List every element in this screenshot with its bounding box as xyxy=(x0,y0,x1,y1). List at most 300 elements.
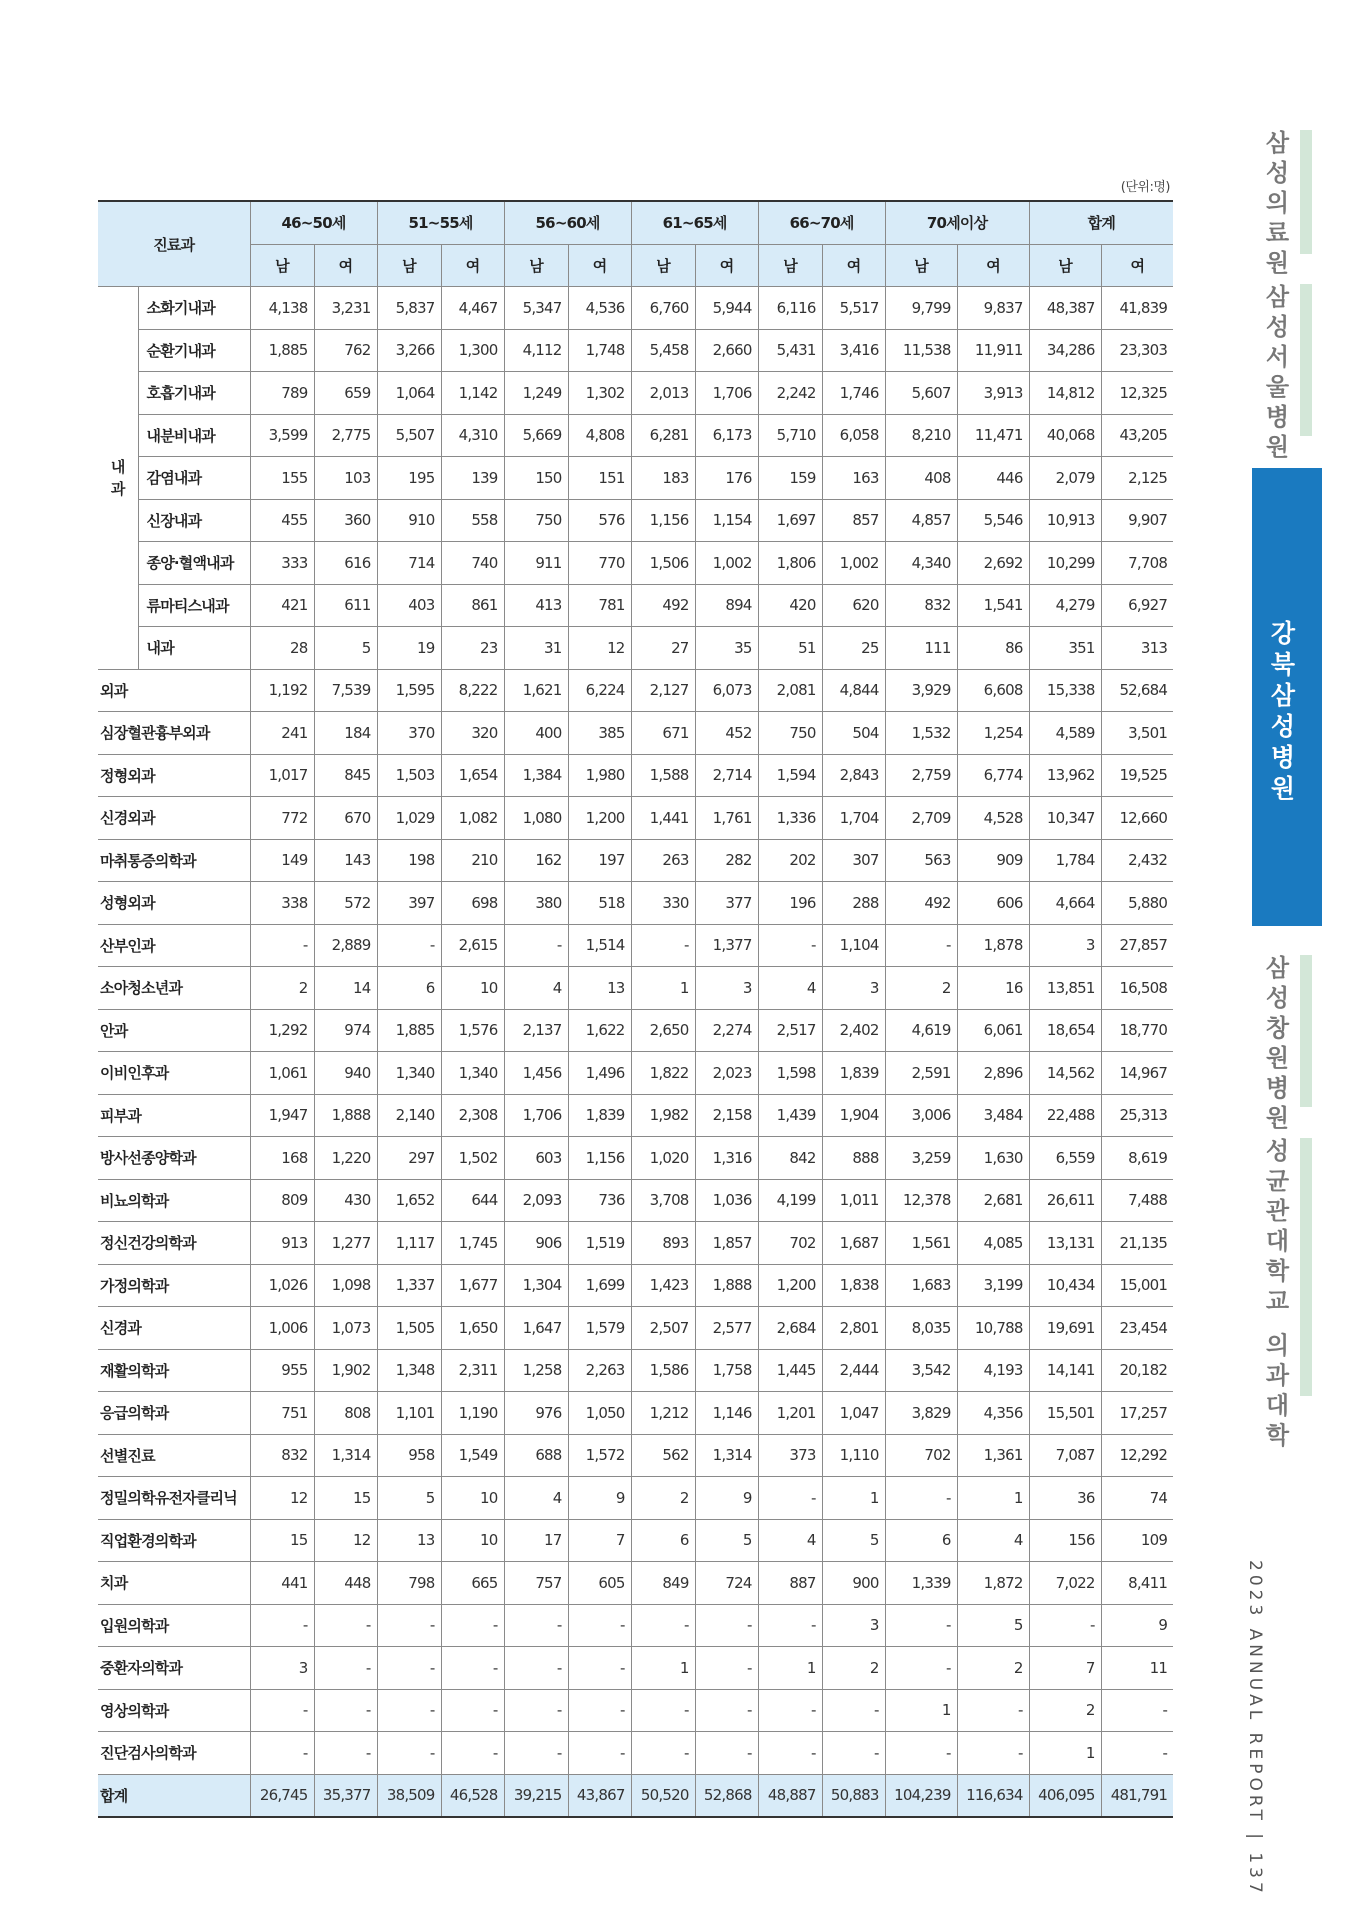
value-cell: 183 xyxy=(631,457,695,500)
dept-name: 신경과 xyxy=(98,1307,250,1350)
value-cell: 1,746 xyxy=(822,372,885,415)
value-cell: 5,347 xyxy=(504,287,568,330)
value-cell: 911 xyxy=(504,542,568,585)
value-cell: 789 xyxy=(250,372,314,415)
value-cell: 13 xyxy=(568,967,631,1010)
side-tab-label: 삼성의료원 xyxy=(1261,130,1289,280)
value-cell: 1 xyxy=(631,1647,695,1690)
value-cell: 7,539 xyxy=(314,669,377,712)
value-cell: 849 xyxy=(631,1562,695,1605)
annual-report-footer: 2023 ANNUAL REPORT | 137 xyxy=(1245,1560,1265,1897)
value-cell: 17,257 xyxy=(1101,1392,1173,1435)
value-cell: 1,337 xyxy=(377,1264,441,1307)
value-cell: 1,316 xyxy=(695,1137,758,1180)
value-cell: - xyxy=(568,1689,631,1732)
value-cell: 6,774 xyxy=(957,754,1029,797)
value-cell: 421 xyxy=(250,584,314,627)
value-cell: 1 xyxy=(957,1477,1029,1520)
value-cell: 3,266 xyxy=(377,329,441,372)
value-cell: 41,839 xyxy=(1101,287,1173,330)
age-group-header: 56~60세 xyxy=(504,201,631,244)
value-cell: 688 xyxy=(504,1434,568,1477)
value-cell: 1,758 xyxy=(695,1349,758,1392)
side-tab-label: 성균관대학교 의과대학 xyxy=(1261,1138,1289,1453)
dept-name: 호흡기내과 xyxy=(138,372,250,415)
value-cell: 492 xyxy=(631,584,695,627)
value-cell: 893 xyxy=(631,1222,695,1265)
value-cell: 1,857 xyxy=(695,1222,758,1265)
value-cell: 2 xyxy=(250,967,314,1010)
value-cell: 562 xyxy=(631,1434,695,1477)
value-cell: 288 xyxy=(822,882,885,925)
male-header: 남 xyxy=(250,244,314,287)
value-cell: 1,878 xyxy=(957,924,1029,967)
value-cell: 2,242 xyxy=(758,372,822,415)
value-cell: 1,258 xyxy=(504,1349,568,1392)
value-cell: - xyxy=(957,1732,1029,1775)
female-header: 여 xyxy=(441,244,504,287)
value-cell: 5,546 xyxy=(957,499,1029,542)
dept-name: 성형외과 xyxy=(98,882,250,925)
value-cell: 1,002 xyxy=(695,542,758,585)
value-cell: 10 xyxy=(441,1519,504,1562)
value-cell: 3 xyxy=(822,967,885,1010)
value-cell: 1,061 xyxy=(250,1052,314,1095)
value-cell: - xyxy=(885,1732,957,1775)
dept-name: 정형외과 xyxy=(98,754,250,797)
value-cell: 1,073 xyxy=(314,1307,377,1350)
value-cell: 2,079 xyxy=(1029,457,1101,500)
value-cell: - xyxy=(631,1604,695,1647)
dept-name: 선별진료 xyxy=(98,1434,250,1477)
value-cell: 1,503 xyxy=(377,754,441,797)
value-cell: 2,692 xyxy=(957,542,1029,585)
value-cell: 1,104 xyxy=(822,924,885,967)
value-cell: 10,347 xyxy=(1029,797,1101,840)
table-row xyxy=(98,797,1173,840)
value-cell: 4 xyxy=(957,1519,1029,1562)
value-cell: 149 xyxy=(250,839,314,882)
dept-name: 진단검사의학과 xyxy=(98,1732,250,1775)
value-cell: 8,035 xyxy=(885,1307,957,1350)
table-row xyxy=(98,669,1173,712)
value-cell: 2,684 xyxy=(758,1307,822,1350)
value-cell: 1,838 xyxy=(822,1264,885,1307)
value-cell: 3,542 xyxy=(885,1349,957,1392)
value-cell: 958 xyxy=(377,1434,441,1477)
value-cell: 2,650 xyxy=(631,1009,695,1052)
value-cell: 6,061 xyxy=(957,1009,1029,1052)
value-cell: 1,361 xyxy=(957,1434,1029,1477)
value-cell: 1,505 xyxy=(377,1307,441,1350)
value-cell: 563 xyxy=(885,839,957,882)
dept-header: 진료과 xyxy=(98,201,250,287)
value-cell: 1,277 xyxy=(314,1222,377,1265)
table-row xyxy=(98,1349,1173,1392)
value-cell: 184 xyxy=(314,712,377,755)
value-cell: 1,697 xyxy=(758,499,822,542)
value-cell: - xyxy=(695,1689,758,1732)
value-cell: 1 xyxy=(822,1477,885,1520)
value-cell: 1,254 xyxy=(957,712,1029,755)
dept-name: 소화기내과 xyxy=(138,287,250,330)
value-cell: 2,402 xyxy=(822,1009,885,1052)
value-cell: 198 xyxy=(377,839,441,882)
dept-name: 정밀의학유전자클리닉 xyxy=(98,1477,250,1520)
value-cell: 2,843 xyxy=(822,754,885,797)
value-cell: 6,608 xyxy=(957,669,1029,712)
value-cell: - xyxy=(441,1647,504,1690)
value-cell: 2,759 xyxy=(885,754,957,797)
value-cell: 1,314 xyxy=(314,1434,377,1477)
total-value-cell: 39,215 xyxy=(504,1774,568,1817)
value-cell: 1,002 xyxy=(822,542,885,585)
value-cell: 320 xyxy=(441,712,504,755)
value-cell: 1,082 xyxy=(441,797,504,840)
male-header: 남 xyxy=(504,244,568,287)
dept-name: 외과 xyxy=(98,669,250,712)
value-cell: 2,577 xyxy=(695,1307,758,1350)
female-header: 여 xyxy=(568,244,631,287)
value-cell: 894 xyxy=(695,584,758,627)
value-cell: 1,439 xyxy=(758,1094,822,1137)
value-cell: 3,484 xyxy=(957,1094,1029,1137)
value-cell: 4 xyxy=(758,1519,822,1562)
value-cell: 1,576 xyxy=(441,1009,504,1052)
value-cell: 1,561 xyxy=(885,1222,957,1265)
value-cell: 26,611 xyxy=(1029,1179,1101,1222)
value-cell: - xyxy=(250,1689,314,1732)
male-header: 남 xyxy=(631,244,695,287)
value-cell: 572 xyxy=(314,882,377,925)
value-cell: - xyxy=(885,1647,957,1690)
value-cell: 13,962 xyxy=(1029,754,1101,797)
value-cell: - xyxy=(568,1604,631,1647)
value-cell: 446 xyxy=(957,457,1029,500)
value-cell: 20,182 xyxy=(1101,1349,1173,1392)
age-group-header: 51~55세 xyxy=(377,201,504,244)
value-cell: 4,528 xyxy=(957,797,1029,840)
value-cell: 4,857 xyxy=(885,499,957,542)
dept-name: 류마티스내과 xyxy=(138,584,250,627)
value-cell: 1,117 xyxy=(377,1222,441,1265)
value-cell: - xyxy=(631,924,695,967)
value-cell: - xyxy=(568,1647,631,1690)
value-cell: - xyxy=(250,1604,314,1647)
value-cell: 1,839 xyxy=(822,1052,885,1095)
value-cell: 2,013 xyxy=(631,372,695,415)
table-row xyxy=(98,414,1173,457)
value-cell: 4 xyxy=(758,967,822,1010)
value-cell: 2,308 xyxy=(441,1094,504,1137)
value-cell: 4,664 xyxy=(1029,882,1101,925)
value-cell: 139 xyxy=(441,457,504,500)
value-cell: 2,709 xyxy=(885,797,957,840)
value-cell: 11,911 xyxy=(957,329,1029,372)
value-cell: 3 xyxy=(695,967,758,1010)
value-cell: 887 xyxy=(758,1562,822,1605)
total-value-cell: 50,520 xyxy=(631,1774,695,1817)
value-cell: - xyxy=(377,1732,441,1775)
dept-name: 영상의학과 xyxy=(98,1689,250,1732)
value-cell: 360 xyxy=(314,499,377,542)
value-cell: 762 xyxy=(314,329,377,372)
value-cell: 13 xyxy=(377,1519,441,1562)
table-row xyxy=(98,1604,1173,1647)
value-cell: 1,445 xyxy=(758,1349,822,1392)
value-cell: 1 xyxy=(1029,1732,1101,1775)
value-cell: - xyxy=(377,1604,441,1647)
value-cell: 606 xyxy=(957,882,1029,925)
value-cell: 1,980 xyxy=(568,754,631,797)
female-header: 여 xyxy=(957,244,1029,287)
value-cell: 403 xyxy=(377,584,441,627)
value-cell: 3,006 xyxy=(885,1094,957,1137)
female-header: 여 xyxy=(1101,244,1173,287)
value-cell: 10 xyxy=(441,967,504,1010)
value-cell: 2 xyxy=(631,1477,695,1520)
value-cell: 413 xyxy=(504,584,568,627)
value-cell: 4,112 xyxy=(504,329,568,372)
value-cell: 492 xyxy=(885,882,957,925)
value-cell: 751 xyxy=(250,1392,314,1435)
value-cell: 1,704 xyxy=(822,797,885,840)
value-cell: 25,313 xyxy=(1101,1094,1173,1137)
value-cell: 620 xyxy=(822,584,885,627)
value-cell: 7 xyxy=(568,1519,631,1562)
value-cell: 1,572 xyxy=(568,1434,631,1477)
table-row xyxy=(98,1477,1173,1520)
value-cell: 448 xyxy=(314,1562,377,1605)
value-cell: 2 xyxy=(1029,1689,1101,1732)
value-cell: 48,387 xyxy=(1029,287,1101,330)
value-cell: 13,851 xyxy=(1029,967,1101,1010)
value-cell: 1,888 xyxy=(695,1264,758,1307)
value-cell: - xyxy=(758,1604,822,1647)
value-cell: 8,222 xyxy=(441,669,504,712)
dept-name: 이비인후과 xyxy=(98,1052,250,1095)
value-cell: - xyxy=(885,1604,957,1647)
value-cell: 109 xyxy=(1101,1519,1173,1562)
value-cell: 12,325 xyxy=(1101,372,1173,415)
value-cell: 842 xyxy=(758,1137,822,1180)
total-value-cell: 38,509 xyxy=(377,1774,441,1817)
value-cell: 714 xyxy=(377,542,441,585)
value-cell: 4,536 xyxy=(568,287,631,330)
value-cell: - xyxy=(314,1732,377,1775)
value-cell: 770 xyxy=(568,542,631,585)
value-cell: 7,488 xyxy=(1101,1179,1173,1222)
value-cell: - xyxy=(504,1604,568,1647)
male-header: 남 xyxy=(758,244,822,287)
value-cell: 2,023 xyxy=(695,1052,758,1095)
value-cell: - xyxy=(314,1604,377,1647)
value-cell: 1,220 xyxy=(314,1137,377,1180)
value-cell: 21,135 xyxy=(1101,1222,1173,1265)
value-cell: 9,799 xyxy=(885,287,957,330)
value-cell: 1,302 xyxy=(568,372,631,415)
value-cell: 40,068 xyxy=(1029,414,1101,457)
value-cell: 2,591 xyxy=(885,1052,957,1095)
value-cell: 1,348 xyxy=(377,1349,441,1392)
value-cell: - xyxy=(250,924,314,967)
total-header: 합계 xyxy=(1029,201,1173,244)
value-cell: - xyxy=(504,1689,568,1732)
value-cell: 857 xyxy=(822,499,885,542)
side-tab-label: 삼성창원병원 xyxy=(1261,955,1289,1135)
value-cell: 150 xyxy=(504,457,568,500)
value-cell: 27,857 xyxy=(1101,924,1173,967)
value-cell: 2,263 xyxy=(568,1349,631,1392)
value-cell: 1,594 xyxy=(758,754,822,797)
value-cell: - xyxy=(504,1647,568,1690)
value-cell: 740 xyxy=(441,542,504,585)
value-cell: 15 xyxy=(314,1477,377,1520)
value-cell: - xyxy=(631,1689,695,1732)
value-cell: 1,683 xyxy=(885,1264,957,1307)
value-cell: - xyxy=(441,1689,504,1732)
value-cell: 9,837 xyxy=(957,287,1029,330)
total-value-cell: 43,867 xyxy=(568,1774,631,1817)
total-row xyxy=(98,1774,1173,1817)
value-cell: 455 xyxy=(250,499,314,542)
value-cell: - xyxy=(695,1647,758,1690)
value-cell: 1 xyxy=(885,1689,957,1732)
value-cell: 1,541 xyxy=(957,584,1029,627)
value-cell: 4,279 xyxy=(1029,584,1101,627)
value-cell: 4,193 xyxy=(957,1349,1029,1392)
value-cell: 5,607 xyxy=(885,372,957,415)
value-cell: 197 xyxy=(568,839,631,882)
total-value-cell: 481,791 xyxy=(1101,1774,1173,1817)
female-header: 여 xyxy=(695,244,758,287)
value-cell: 1,201 xyxy=(758,1392,822,1435)
value-cell: 1,595 xyxy=(377,669,441,712)
value-cell: 736 xyxy=(568,1179,631,1222)
value-cell: 351 xyxy=(1029,627,1101,670)
dept-name: 응급의학과 xyxy=(98,1392,250,1435)
value-cell: - xyxy=(441,1732,504,1775)
value-cell: 10,913 xyxy=(1029,499,1101,542)
value-cell: 611 xyxy=(314,584,377,627)
value-cell: 9,907 xyxy=(1101,499,1173,542)
value-cell: 4,340 xyxy=(885,542,957,585)
value-cell: 43,205 xyxy=(1101,414,1173,457)
value-cell: 19 xyxy=(377,627,441,670)
value-cell: 4 xyxy=(504,967,568,1010)
table-row xyxy=(98,372,1173,415)
value-cell: 2,081 xyxy=(758,669,822,712)
value-cell: 940 xyxy=(314,1052,377,1095)
value-cell: 671 xyxy=(631,712,695,755)
value-cell: 1,340 xyxy=(441,1052,504,1095)
value-cell: 19,691 xyxy=(1029,1307,1101,1350)
value-cell: 12,660 xyxy=(1101,797,1173,840)
value-cell: 1,292 xyxy=(250,1009,314,1052)
value-cell: 377 xyxy=(695,882,758,925)
value-cell: 373 xyxy=(758,1434,822,1477)
value-cell: 2,889 xyxy=(314,924,377,967)
value-cell: 665 xyxy=(441,1562,504,1605)
value-cell: 757 xyxy=(504,1562,568,1605)
dept-name: 비뇨의학과 xyxy=(98,1179,250,1222)
value-cell: 1,598 xyxy=(758,1052,822,1095)
value-cell: 1,706 xyxy=(504,1094,568,1137)
value-cell: 900 xyxy=(822,1562,885,1605)
dept-name: 신경외과 xyxy=(98,797,250,840)
value-cell: 1,885 xyxy=(377,1009,441,1052)
value-cell: 4,310 xyxy=(441,414,504,457)
value-cell: 2,507 xyxy=(631,1307,695,1350)
value-cell: 2,311 xyxy=(441,1349,504,1392)
value-cell: 143 xyxy=(314,839,377,882)
value-cell: 605 xyxy=(568,1562,631,1605)
value-cell: 1,101 xyxy=(377,1392,441,1435)
table-row xyxy=(98,1179,1173,1222)
value-cell: 1,020 xyxy=(631,1137,695,1180)
table-row xyxy=(98,924,1173,967)
value-cell: 576 xyxy=(568,499,631,542)
total-value-cell: 52,868 xyxy=(695,1774,758,1817)
value-cell: 333 xyxy=(250,542,314,585)
value-cell: 1,192 xyxy=(250,669,314,712)
value-cell: 7,022 xyxy=(1029,1562,1101,1605)
value-cell: - xyxy=(822,1689,885,1732)
dept-name: 심장혈관흉부외과 xyxy=(98,712,250,755)
value-cell: 1,017 xyxy=(250,754,314,797)
table-row xyxy=(98,754,1173,797)
value-cell: 52,684 xyxy=(1101,669,1173,712)
value-cell: 430 xyxy=(314,1179,377,1222)
value-cell: 16,508 xyxy=(1101,967,1173,1010)
value-cell: 2 xyxy=(822,1647,885,1690)
table-row xyxy=(98,712,1173,755)
value-cell: 1,047 xyxy=(822,1392,885,1435)
value-cell: 4,808 xyxy=(568,414,631,457)
value-cell: 861 xyxy=(441,584,504,627)
value-cell: 8,210 xyxy=(885,414,957,457)
value-cell: 1,888 xyxy=(314,1094,377,1137)
value-cell: 1,699 xyxy=(568,1264,631,1307)
dept-name: 정신건강의학과 xyxy=(98,1222,250,1265)
value-cell: 103 xyxy=(314,457,377,500)
value-cell: 151 xyxy=(568,457,631,500)
value-cell: 906 xyxy=(504,1222,568,1265)
value-cell: 25 xyxy=(822,627,885,670)
value-cell: 4,138 xyxy=(250,287,314,330)
value-cell: 1,304 xyxy=(504,1264,568,1307)
value-cell: 195 xyxy=(377,457,441,500)
value-cell: 370 xyxy=(377,712,441,755)
value-cell: 385 xyxy=(568,712,631,755)
value-cell: 23 xyxy=(441,627,504,670)
total-value-cell: 406,095 xyxy=(1029,1774,1101,1817)
value-cell: 1,532 xyxy=(885,712,957,755)
value-cell: 6 xyxy=(631,1519,695,1562)
value-cell: 5,507 xyxy=(377,414,441,457)
group-label-char: 내 xyxy=(110,457,125,476)
value-cell: 832 xyxy=(250,1434,314,1477)
value-cell: 2,127 xyxy=(631,669,695,712)
value-cell: 1,339 xyxy=(885,1562,957,1605)
side-tab-label-active: 강북삼성병원 xyxy=(1267,620,1296,806)
value-cell: 5,710 xyxy=(758,414,822,457)
value-cell: 397 xyxy=(377,882,441,925)
value-cell: 176 xyxy=(695,457,758,500)
value-cell: - xyxy=(758,1689,822,1732)
female-header: 여 xyxy=(822,244,885,287)
value-cell: 36 xyxy=(1029,1477,1101,1520)
